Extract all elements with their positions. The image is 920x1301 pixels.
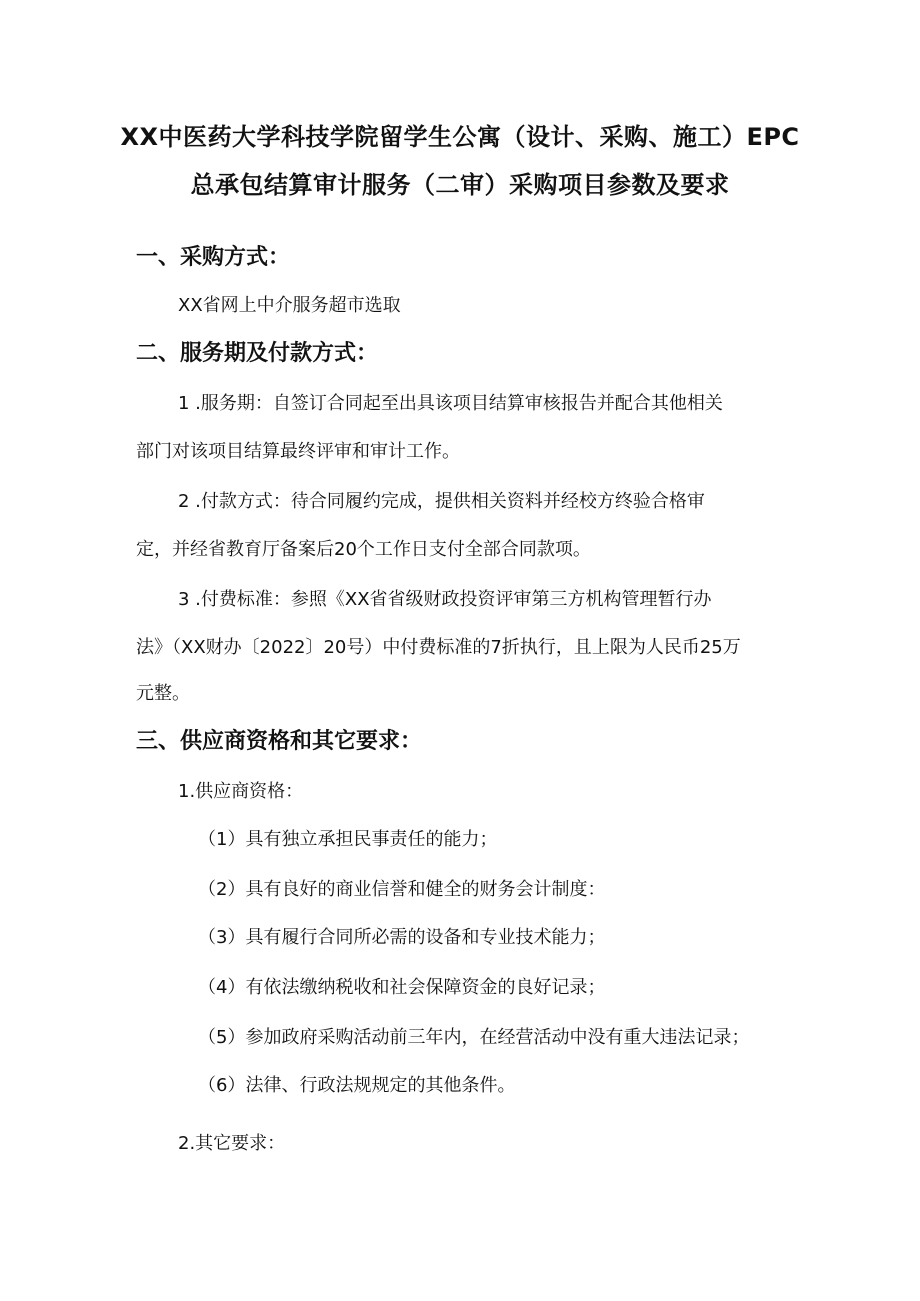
service-period-line-1: 1 .服务期：自签订合同起至出具该项目结算审核报告并配合其他相关 (178, 393, 723, 414)
section-1-content: XX省网上中介服务超市选取 (178, 295, 401, 316)
qualification-item: （1）具有独立承担民事责任的能力； (198, 829, 498, 850)
document-title-line-1: XX中医药大学科技学院留学生公寓（设计、采购、施工）EPC (120, 123, 800, 151)
service-period-line-2: 部门对该项目结算最终评审和审计工作。 (136, 441, 460, 462)
qualification-item: （4）有依法缴纳税收和社会保障资金的良好记录； (198, 977, 606, 998)
qualification-item: （2）具有良好的商业信誉和健全的财务会计制度： (198, 879, 606, 900)
qualification-item: （3）具有履行合同所必需的设备和专业技术能力； (198, 927, 606, 948)
section-2-heading: 二、服务期及付款方式： (136, 341, 379, 366)
qualification-item: （5）参加政府采购活动前三年内，在经营活动中没有重大违法记录； (198, 1027, 750, 1048)
other-requirements-heading: 2.其它要求： (178, 1133, 286, 1154)
payment-method-line-2: 定，并经省教育厅备案后20个工作日支付全部合同款项。 (136, 539, 591, 560)
fee-standard-line-1: 3 .付费标准：参照《XX省省级财政投资评审第三方机构管理暂行办 (178, 589, 712, 610)
section-1-heading: 一、采购方式： (136, 245, 291, 270)
supplier-qualification-heading: 1.供应商资格： (178, 781, 304, 802)
section-3-heading: 三、供应商资格和其它要求： (136, 729, 423, 754)
fee-standard-line-2: 法》（XX财办〔2022〕20号）中付费标准的7折执行，且上限为人民币25万 (136, 637, 741, 658)
qualification-item: （6）法律、行政法规规定的其他条件。 (198, 1075, 516, 1096)
fee-standard-line-3: 元整。 (136, 683, 190, 704)
document-title-line-2: 总承包结算审计服务（二审）采购项目参数及要求 (190, 171, 730, 199)
payment-method-line-1: 2 .付款方式：待合同履约完成，提供相关资料并经校方终验合格审 (178, 491, 705, 512)
